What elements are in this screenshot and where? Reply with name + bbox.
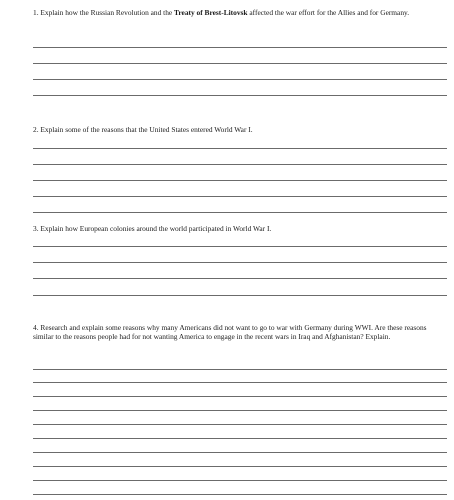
answer-line[interactable] [33, 295, 447, 296]
answer-line[interactable] [33, 494, 447, 495]
question-1 [33, 9, 443, 18]
answer-line[interactable] [33, 79, 447, 80]
question-3 [33, 225, 443, 234]
answer-line[interactable] [33, 180, 447, 181]
answer-line[interactable] [33, 262, 447, 263]
answer-line[interactable] [33, 424, 447, 425]
question-1-text-after: affected the war effort for the Allies and for Germany. [247, 8, 410, 17]
question-4-text: 4. Research and explain some reasons why many Americans did not want to go to war with Germany during WWI. Are these reasons similar to the reasons people had for not wanting America to engage in the recent wars in Iraq and Afghanistan? Explain. [33, 323, 427, 341]
answer-line[interactable] [33, 466, 447, 467]
answer-line[interactable] [33, 278, 447, 279]
question-1-text-before: 1. Explain how the Russian Revolution and the [33, 8, 175, 17]
answer-line[interactable] [33, 452, 447, 453]
question-3-text: 3. Explain how European colonies around the world participated in World War I. [33, 224, 272, 233]
answer-line[interactable] [33, 246, 447, 247]
question-4 [33, 324, 443, 341]
answer-line[interactable] [33, 382, 447, 383]
answer-line[interactable] [33, 438, 447, 439]
answer-line[interactable] [33, 212, 447, 213]
answer-line[interactable] [33, 95, 447, 96]
answer-line[interactable] [33, 47, 447, 48]
question-2-text: 2. Explain some of the reasons that the United States entered World War I. [33, 125, 253, 134]
answer-line[interactable] [33, 164, 447, 165]
answer-line[interactable] [33, 396, 447, 397]
answer-line[interactable] [33, 196, 447, 197]
question-1-bold-term: Treaty of Brest-Litovsk [174, 8, 248, 17]
answer-line[interactable] [33, 148, 447, 149]
answer-line[interactable] [33, 480, 447, 481]
question-1-text [33, 8, 409, 17]
answer-line[interactable] [33, 410, 447, 411]
question-2 [33, 126, 443, 135]
answer-line[interactable] [33, 63, 447, 64]
answer-line[interactable] [33, 369, 447, 370]
